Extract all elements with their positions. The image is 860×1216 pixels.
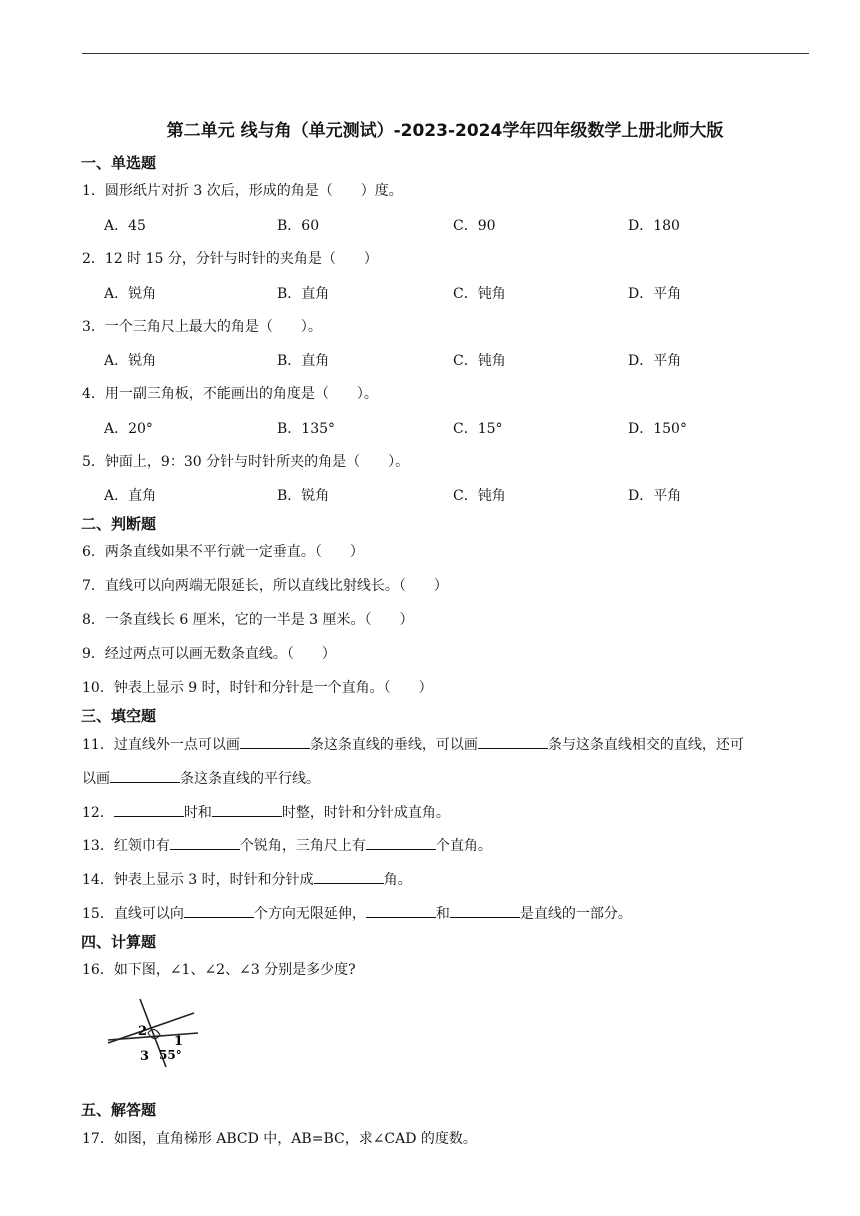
- question-10: 10．钟表上显示 9 时，时针和分针是一个直角。（ ）: [82, 680, 433, 696]
- question-15: 15．直线可以向 个方向无限延伸， 和 是直线的一部分。: [82, 903, 632, 923]
- answer-blank[interactable]: [212, 802, 282, 817]
- answer-blank[interactable]: [366, 835, 436, 850]
- q3-option-d: D．平角: [628, 353, 682, 369]
- question-13: 13．红领巾有 个锐角，三角尺上有 个直角。: [82, 835, 492, 855]
- question-16: 16．如下图，∠1、∠2、∠3 分别是多少度?: [82, 962, 356, 978]
- q2-option-a: A．锐角: [104, 286, 157, 302]
- q1-option-c: C．90: [453, 218, 496, 234]
- question-6: 6．两条直线如果不平行就一定垂直。（ ）: [82, 544, 364, 560]
- q1-option-a: A．45: [104, 218, 146, 234]
- question-4: 4．用一副三角板，不能画出的角度是（ ）。: [82, 386, 378, 402]
- question-9: 9．经过两点可以画无数条直线。（ ）: [82, 646, 336, 662]
- answer-blank[interactable]: [240, 734, 310, 749]
- angle-label-55: 55°: [159, 1048, 182, 1062]
- answer-blank[interactable]: [110, 768, 180, 783]
- question-17: 17．如图，直角梯形 ABCD 中，AB=BC，求∠CAD 的度数。: [82, 1131, 477, 1147]
- question-8: 8．一条直线长 6 厘米，它的一半是 3 厘米。（ ）: [82, 612, 414, 628]
- question-3: 3．一个三角尺上最大的角是（ ）。: [82, 319, 322, 335]
- angle-label-3: 3: [140, 1049, 150, 1064]
- answer-blank[interactable]: [314, 869, 384, 884]
- q5-option-a: A．直角: [104, 488, 157, 504]
- q3-option-a: A．锐角: [104, 353, 157, 369]
- angle-figure: [104, 995, 204, 1070]
- question-12: 12． 时和 时整，时针和分针成直角。: [82, 802, 450, 822]
- q5-option-d: D．平角: [628, 488, 682, 504]
- q2-option-c: C．钝角: [453, 286, 506, 302]
- question-14: 14．钟表上显示 3 时，时针和分针成 角。: [82, 869, 412, 889]
- answer-blank[interactable]: [450, 903, 520, 918]
- q1-option-d: D．180: [628, 218, 680, 234]
- section-heading-answer: 五、解答题: [81, 1101, 157, 1119]
- question-11-cont: 以画 条这条直线的平行线。: [82, 768, 320, 788]
- q4-option-d: D．150°: [628, 421, 687, 437]
- answer-blank[interactable]: [478, 734, 548, 749]
- q2-option-d: D．平角: [628, 286, 682, 302]
- header-rule: [82, 53, 809, 54]
- q2-option-b: B．直角: [277, 286, 330, 302]
- section-heading-choice: 一、单选题: [81, 154, 157, 172]
- q5-option-b: B．锐角: [277, 488, 330, 504]
- section-heading-calc: 四、计算题: [81, 933, 157, 951]
- angle-label-1: 1: [174, 1034, 184, 1049]
- q5-option-c: C．钝角: [453, 488, 506, 504]
- question-11: 11．过直线外一点可以画 条这条直线的垂线，可以画 条与这条直线相交的直线，还可: [82, 734, 744, 754]
- answer-blank[interactable]: [114, 802, 184, 817]
- angle-label-2: 2: [138, 1024, 148, 1039]
- question-5: 5．钟面上，9：30 分针与时针所夹的角是（ ）。: [82, 454, 410, 470]
- question-2: 2．12 时 15 分，分针与时针的夹角是（ ）: [82, 251, 378, 267]
- section-heading-judge: 二、判断题: [81, 515, 157, 533]
- answer-blank[interactable]: [184, 903, 254, 918]
- q3-option-b: B．直角: [277, 353, 330, 369]
- answer-blank[interactable]: [170, 835, 240, 850]
- q4-option-c: C．15°: [453, 421, 503, 437]
- section-heading-fill: 三、填空题: [81, 707, 157, 725]
- q3-option-c: C．钝角: [453, 353, 506, 369]
- q4-option-a: A．20°: [104, 421, 153, 437]
- q4-option-b: B．135°: [277, 421, 336, 437]
- page-title: 第二单元 线与角（单元测试）-2023-2024学年四年级数学上册北师大版: [166, 121, 724, 141]
- question-1: 1．圆形纸片对折 3 次后，形成的角是（ ）度。: [82, 183, 403, 199]
- q1-option-b: B．60: [277, 218, 320, 234]
- question-7: 7．直线可以向两端无限延长，所以直线比射线长。（ ）: [82, 578, 448, 594]
- answer-blank[interactable]: [366, 903, 436, 918]
